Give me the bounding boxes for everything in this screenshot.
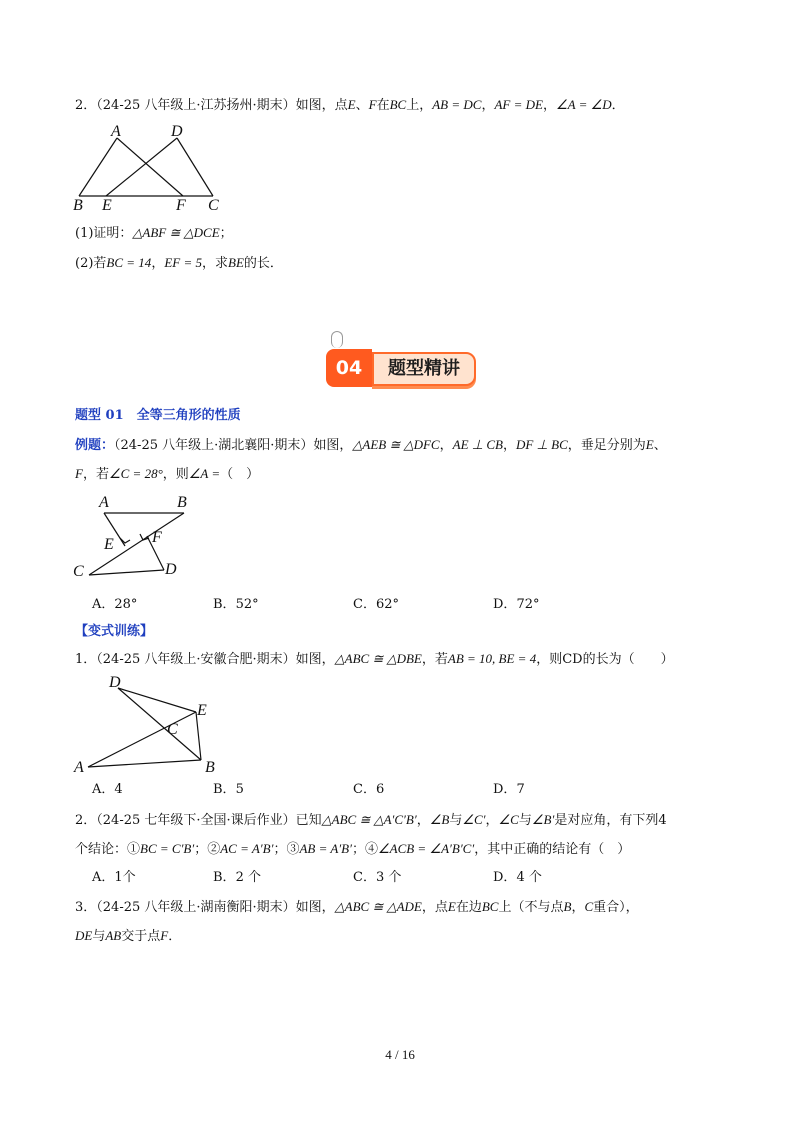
v3-line2 (75, 927, 181, 946)
example-line2a: ，若 (82, 467, 109, 482)
v2-math2: ∠B (429, 812, 450, 827)
option-key: A． (92, 870, 115, 885)
v2-line2 (75, 840, 630, 859)
q2-point-f: F (368, 97, 377, 112)
option-key: B． (213, 782, 236, 797)
option-value: 28° (114, 597, 138, 612)
q2-part2-math3: BE (228, 255, 244, 270)
v2-t5: 是对应角，有下列4 (554, 813, 667, 828)
example-point-f: F (75, 466, 83, 481)
example-math1: △AEB ≅ △DFC (352, 437, 440, 452)
example-label-f: F (152, 529, 162, 546)
page-number (0, 1047, 800, 1063)
example-label-a: A (99, 494, 109, 511)
v1-label-a: A (74, 759, 84, 776)
option-key: C． (353, 782, 376, 797)
v2-t2: 与 (449, 813, 463, 828)
v1-math1: △ABC ≅ △DBE (334, 651, 422, 666)
v1-line (75, 650, 674, 669)
option-key: B． (213, 870, 236, 885)
v3-math1: △ABC ≅ △ADE (334, 899, 422, 914)
example-option-b[interactable] (213, 596, 259, 614)
example-label: 例题： (75, 438, 115, 453)
v1-option-b[interactable] (213, 781, 244, 799)
q2-part2-suffix2: 的长． (243, 256, 283, 271)
v3-seg-ab: AB (105, 928, 122, 943)
option-value: 72° (516, 597, 540, 612)
v2-conclusion4: ∠ACB = ∠A′B′C′ (377, 841, 475, 856)
q2-mid1: 在 (376, 98, 390, 113)
v3-line1 (75, 898, 639, 917)
v2-option-d[interactable] (493, 869, 542, 887)
q2-part2-math2: EF = 5 (164, 255, 202, 270)
v1-mid: ，若 (421, 652, 448, 667)
q2-cond2: AF = DE (494, 97, 543, 112)
v3-point-b: B (563, 899, 572, 914)
v2-line2a: 个结论：① (75, 842, 141, 857)
banner-title: 题型精讲 (372, 352, 476, 386)
q2-label-c: C (208, 197, 219, 214)
v3-t2: 在边 (455, 900, 482, 915)
v2-conclusion1: BC = C′B′ (140, 841, 195, 856)
example-label-b: B (177, 494, 187, 511)
q2-part1-end: ； (219, 226, 233, 241)
v1-label-d: D (109, 674, 121, 691)
example-line1 (75, 436, 667, 455)
v2-math3: ∠C′ (462, 812, 486, 827)
v2-source: （24-25 七年级下·全国·课后作业）已知 (96, 813, 322, 828)
banner-number: 04 (326, 349, 372, 387)
example-math3: DF ⊥ BC (515, 437, 568, 452)
example-math4: ∠C = 28° (108, 466, 163, 481)
q2-comma2: ， (542, 98, 556, 113)
example-label-c: C (73, 563, 84, 580)
option-value: 7 (516, 782, 525, 797)
example-comma2: ， (502, 438, 516, 453)
v2-option-c[interactable] (353, 869, 401, 887)
q2-label-b: B (73, 197, 83, 214)
option-value: 6 (375, 782, 385, 797)
example-option-c[interactable] (353, 596, 399, 614)
q2-part1 (75, 224, 233, 243)
v2-num: 2． (75, 813, 97, 828)
v3-line2b: 与 (92, 929, 106, 944)
v3-source: （24-25 八年级上·湖南衡阳·期末）如图， (96, 900, 335, 915)
v2-line2c: ；③ (273, 842, 300, 857)
v1-option-c[interactable] (353, 781, 384, 799)
option-value: 4 (114, 782, 123, 797)
v2-math4: ∠C (498, 812, 519, 827)
v3-t3: 上（不与点 (498, 900, 564, 915)
v3-seg-bc: BC (481, 899, 499, 914)
example-option-a[interactable] (92, 596, 137, 614)
v1-option-a[interactable] (92, 781, 123, 799)
v3-num: 3． (75, 900, 97, 915)
v1-option-d[interactable] (493, 781, 525, 799)
type01-heading: 题型 01 全等三角形的性质 (75, 408, 241, 423)
variant-heading: 【变式训练】 (75, 624, 154, 639)
example-suffix1: ，垂足分别为 (567, 438, 646, 453)
v3-line2d: 交于点 (121, 929, 161, 944)
option-value: 1个 (114, 870, 136, 885)
v2-conclusion2: AC = A′B′ (220, 841, 274, 856)
q2-part1-prefix: (1)证明： (75, 226, 133, 241)
page-total: 16 (401, 1047, 415, 1062)
q2-line (75, 96, 625, 115)
example-math5: ∠A = (188, 466, 221, 481)
option-key: D． (493, 782, 517, 797)
q2-label-d: D (171, 123, 183, 140)
v3-seg-de: DE (75, 928, 93, 943)
option-key: A． (92, 782, 115, 797)
v1-num: 1． (75, 652, 97, 667)
q2-period: ． (611, 98, 625, 113)
v3-t1: ，点 (421, 900, 448, 915)
v2-option-a[interactable] (92, 869, 136, 887)
v3-point-f: F (160, 928, 169, 943)
q2-label-f: F (176, 197, 186, 214)
example-answer-paren: （ ） (220, 467, 260, 482)
v2-t1: ， (416, 813, 430, 828)
q2-seg-bc: BC (389, 97, 407, 112)
example-label-e: E (104, 536, 114, 553)
example-option-d[interactable] (493, 596, 539, 614)
v3-line2f: ． (168, 929, 182, 944)
page-separator: / (394, 1047, 399, 1062)
v2-t3: ， (485, 813, 499, 828)
q2-mid2: 上， (406, 98, 433, 113)
option-value: 52° (235, 597, 259, 612)
q2-part2-suffix1: ，求 (201, 256, 228, 271)
q2-cond1: AB = DC (432, 97, 482, 112)
v2-option-b[interactable] (213, 869, 261, 887)
q2-part2-prefix: (2)若 (75, 256, 107, 271)
q2-cond3: ∠A = ∠D (555, 97, 612, 112)
q2-source: （24-25 八年级上·江苏扬州·期末）如图，点 (96, 98, 348, 113)
v2-line2b: ；② (194, 842, 221, 857)
v1-source: （24-25 八年级上·安徽合肥·期末）如图， (96, 652, 335, 667)
option-value: 3 个 (375, 870, 402, 885)
example-math2: AE ⊥ CB (452, 437, 503, 452)
v3-point-c: C (584, 899, 594, 914)
v1-label-c: C (167, 721, 178, 738)
q2-part1-math: △ABF ≅ △DCE (132, 225, 220, 240)
option-key: D． (493, 597, 517, 612)
option-key: C． (353, 597, 376, 612)
page-current: 4 (385, 1047, 392, 1062)
q2-part2 (75, 254, 283, 273)
q2-comma1: ， (481, 98, 495, 113)
v2-line2e: ，其中正确的结论有（ ） (474, 842, 631, 857)
option-key: B． (213, 597, 236, 612)
example-point-e: E (645, 437, 654, 452)
q2-label-a: A (111, 123, 121, 140)
section-banner (326, 349, 474, 387)
option-value: 5 (235, 782, 244, 797)
v2-t4: 与 (518, 813, 532, 828)
v2-math5: ∠B′ (531, 812, 555, 827)
v2-conclusion3: AB = A′B′ (299, 841, 352, 856)
example-sep: 、 (653, 438, 667, 453)
v1-label-e: E (197, 702, 207, 719)
v1-math2: AB = 10, BE = 4 (447, 651, 537, 666)
v2-line1 (75, 811, 667, 830)
example-label-d: D (165, 561, 177, 578)
option-key: D． (493, 870, 517, 885)
v1-label-b: B (205, 759, 215, 776)
q2-part2-math1: BC = 14 (106, 255, 152, 270)
q2-label-e: E (102, 197, 112, 214)
example-comma1: ， (439, 438, 453, 453)
q2-num: 2． (75, 98, 97, 113)
example-source: （24-25 八年级上·湖北襄阳·期末）如图， (114, 438, 353, 453)
v3-t4: ， (571, 900, 585, 915)
option-value: 4 个 (516, 870, 542, 885)
option-value: 2 个 (235, 870, 261, 885)
v3-t5: 重合）， (593, 900, 639, 915)
v1-suffix: ，则CD的长为（ ） (536, 652, 674, 667)
q2-part2-comma: ， (151, 256, 165, 271)
option-key: A． (92, 597, 115, 612)
v2-line2d: ；④ (351, 842, 378, 857)
option-value: 62° (375, 597, 399, 612)
banner-hook-icon (331, 331, 343, 348)
option-key: C． (353, 870, 376, 885)
example-line2 (75, 465, 259, 484)
v2-math1: △ABC ≅ △A′C′B′ (321, 812, 417, 827)
v1-figure (70, 670, 220, 780)
q2-sep: 、 (355, 98, 369, 113)
example-line2b: ，则 (162, 467, 189, 482)
v3-point-e: E (447, 899, 456, 914)
q2-point-e: E (347, 97, 356, 112)
